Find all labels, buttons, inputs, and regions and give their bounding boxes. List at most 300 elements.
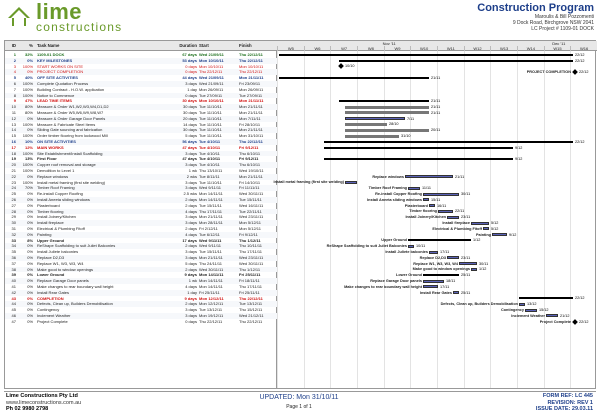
task-table-header (5, 41, 277, 51)
client-name: Maroulis & Bill Pozzomenti (534, 14, 594, 20)
table-row[interactable] (5, 319, 277, 325)
task-bar[interactable] (408, 187, 420, 190)
row-finish: Tue 22/11/11 (239, 208, 262, 214)
bar-finish-label: 9/12 (509, 232, 517, 237)
bar-task-label: Replace windows (372, 174, 404, 179)
row-duration: 53 days (182, 57, 197, 63)
row-id: 7 (13, 86, 16, 92)
row-start: Wed 30/11/11 (199, 266, 224, 272)
row-start: Mon 21/11/11 (199, 255, 223, 260)
bar-finish-label: 30/11 (479, 261, 489, 266)
row-finish: Thu 6/10/11 (239, 150, 261, 156)
bar-finish-label: 20/11 (431, 128, 441, 133)
task-bar[interactable] (429, 251, 438, 254)
row-finish: Thu 22/12/11 (239, 295, 263, 301)
task-bar[interactable] (345, 117, 405, 120)
row-percent: 100% (22, 81, 33, 86)
row-id: 13 (11, 121, 16, 127)
row-task-name: Lower Ground (37, 272, 65, 278)
row-id: 31 (11, 226, 16, 231)
col-header-start[interactable]: Start (199, 43, 209, 48)
row-finish: Fri 25/11/11 (239, 289, 260, 295)
row-finish: Thu 1/12/11 (239, 237, 261, 243)
row-id: 6 (13, 81, 16, 86)
bar-finish-label: 23/11 (461, 215, 471, 220)
col-header-id[interactable]: ID (11, 43, 16, 48)
bar-finish-label: 23/11 (461, 255, 471, 260)
task-bar[interactable] (345, 129, 429, 132)
row-id: 44 (11, 301, 16, 307)
row-duration: 17 days (182, 237, 197, 243)
row-percent: 0% (27, 191, 33, 197)
company-phone: Ph 02 9980 2798 (6, 406, 49, 412)
bar-finish-label: 22/12 (575, 52, 585, 57)
bar-finish-label: 5/12 (491, 226, 499, 231)
row-task-name: Project Complete (37, 318, 68, 324)
row-finish: Mon 21/11/11 (239, 173, 263, 179)
bar-finish-label: 22/11 (455, 209, 465, 214)
row-start: Tue 4/10/11 (199, 162, 220, 168)
col-header-duration[interactable]: Duration (179, 43, 197, 48)
row-task-name: Timber flooring (37, 208, 64, 214)
row-percent: 0% (27, 226, 33, 231)
bar-finish-label: 15/12 (539, 308, 549, 312)
bar-finish-label: 17/11 (440, 250, 450, 254)
row-start: Fri 2/12/11 (199, 226, 218, 231)
row-finish: Mon 26/09/11 (239, 86, 264, 92)
row-task-name: ON SITE ACTIVITIES (37, 139, 76, 144)
task-bar[interactable] (345, 135, 399, 138)
row-task-name: Make good to window openings (37, 266, 94, 272)
row-start: Tue 11/10/11 (199, 179, 222, 185)
row-percent: 0% (27, 284, 33, 289)
milestone-diamond[interactable] (338, 64, 344, 70)
task-bar[interactable] (345, 106, 429, 109)
row-finish: Tue 13/12/11 (239, 301, 263, 307)
week-gridline (544, 51, 545, 388)
row-duration: 3 days (185, 81, 197, 86)
month-label: Nov '11 (382, 41, 396, 46)
row-percent: 70% (24, 185, 33, 191)
row-duration: 0 days (185, 63, 197, 69)
task-bar[interactable] (459, 262, 477, 265)
bar-task-label: Install Juliete balconies (385, 250, 428, 254)
page-header (0, 0, 600, 38)
row-start: Mon 14/11/11 (199, 272, 224, 278)
row-percent: 0% (27, 231, 33, 237)
row-id: 35 (11, 249, 16, 255)
row-task-name: Plasterboard (37, 202, 60, 208)
row-finish: Thu 22/12/11 (239, 57, 263, 63)
row-id: 14 (11, 127, 16, 133)
bar-task-label: Make changes to rear boundary wall height (344, 284, 422, 289)
col-header-percent[interactable]: % (29, 43, 33, 48)
row-start: Wed 9/11/11 (199, 243, 222, 249)
row-duration: 3 days (185, 255, 197, 260)
row-start: Tue 13/12/11 (199, 307, 223, 313)
row-percent: 0% (27, 301, 33, 307)
milestone-diamond[interactable] (572, 319, 578, 325)
row-percent: 80% (24, 110, 33, 115)
row-id: 2 (13, 57, 16, 63)
row-start: Tue 27/09/11 (199, 92, 223, 98)
form-info (536, 393, 593, 413)
row-percent: 0% (27, 115, 33, 121)
row-percent: 100% (22, 121, 33, 127)
row-duration: 56 days (182, 139, 197, 144)
page-number: Page 1 of 1 (286, 404, 312, 410)
row-task-name: Building Contract - H.O.W. application (37, 86, 105, 92)
bar-task-label: Install Aneeta sliding windows (367, 197, 422, 202)
row-start: Mon 14/11/11 (199, 191, 223, 197)
row-percent: 0% (27, 266, 33, 272)
task-bar[interactable] (405, 175, 453, 178)
week-label: W16 (570, 46, 597, 51)
bar-finish-label: 16/11 (437, 203, 447, 208)
row-percent: 100% (22, 63, 33, 69)
col-header-task-name[interactable]: Task Name (37, 43, 60, 48)
row-duration: 1 day (187, 86, 197, 92)
company-info (6, 393, 81, 413)
row-percent: 0% (27, 220, 33, 226)
row-finish: Mon 21/11/11 (239, 104, 263, 110)
task-bar[interactable] (519, 303, 525, 306)
row-id: 27 (11, 202, 16, 208)
row-id: 16 (11, 139, 16, 144)
bar-finish-label: 11/11 (422, 186, 431, 191)
task-table (5, 41, 277, 388)
row-task-name: Measure & Order W5,W6,W9,W8,W7 (37, 110, 104, 115)
milestone-date-label: 22/12 (579, 319, 589, 324)
row-finish: Mon 10/10/11 (239, 63, 264, 69)
row-task-name: Complete Quotation Process (37, 81, 89, 86)
row-percent: 10% (24, 139, 33, 144)
row-start: Fri 25/11/11 (199, 289, 220, 295)
house-logo-icon (6, 4, 32, 28)
row-start: Mon 14/11/11 (199, 197, 223, 202)
summary-bar[interactable] (423, 274, 459, 276)
row-start: Tue 11/10/11 (199, 133, 222, 139)
row-id: 24 (11, 185, 16, 191)
row-duration: 44 days (182, 75, 197, 81)
bar-finish-label: 9/12 (515, 157, 523, 162)
row-id: 4 (13, 69, 16, 75)
site-address: 9 Dock Road, Birchgrove NSW 2041 (512, 20, 594, 26)
issue-date-value: 29.03.11 (571, 406, 593, 412)
bar-task-label: Install Rear Gates (419, 290, 452, 295)
row-percent: 0% (27, 214, 33, 220)
row-finish: Mon 21/11/11 (239, 98, 264, 104)
week-label: W15 (544, 46, 571, 51)
row-start: Tue 4/10/11 (199, 150, 220, 156)
row-start: Tue 15/11/11 (199, 202, 222, 208)
row-duration: 3 days (185, 313, 197, 318)
row-id: 1 (13, 52, 16, 57)
row-id: 3 (13, 63, 16, 69)
week-gridline (517, 51, 518, 388)
row-percent: 100% (22, 162, 33, 168)
row-duration: 14 days (182, 121, 197, 127)
page-footer (4, 391, 596, 414)
bar-finish-label: 9/12 (515, 145, 523, 150)
summary-bar[interactable] (324, 147, 513, 149)
timeline-chart (273, 41, 597, 388)
row-start: Wed 9/11/11 (199, 237, 222, 243)
row-start: Mon 10/10/11 (199, 57, 224, 63)
row-start: Mon 14/11/11 (199, 278, 223, 284)
row-id: 18 (11, 150, 16, 156)
row-finish: Fri 25/11/11 (239, 272, 261, 278)
row-id: 36 (11, 255, 16, 260)
company-website[interactable]: www.limeconstructions.com.au (6, 399, 82, 406)
row-id: 8 (13, 92, 16, 98)
row-finish: Tue 15/11/11 (239, 197, 262, 202)
row-duration: 5 days (185, 260, 197, 266)
task-bar[interactable] (447, 256, 459, 259)
week-gridline (464, 51, 465, 388)
bar-task-label: Replace Garage Door panels (370, 279, 422, 283)
task-bar[interactable] (345, 123, 387, 126)
form-ref-label: FORM REF: (542, 393, 574, 399)
week-gridline (277, 51, 278, 388)
document-title: Construction Program (477, 2, 594, 14)
row-id: 21 (11, 168, 16, 173)
month-label: Dec '11 (552, 41, 566, 46)
row-id: 12 (11, 115, 16, 121)
row-finish: Wed 30/11/11 (239, 191, 264, 197)
revision-value: REV 1 (577, 399, 593, 406)
row-task-name: Install metal framing (first site welding) (37, 179, 106, 185)
row-start: Wed 21/09/11 (199, 75, 224, 81)
row-percent: 0% (27, 313, 33, 318)
row-task-name: Order timber flooring from lockwood Mill (37, 133, 108, 139)
row-start: Tue 15/11/11 (199, 249, 222, 255)
row-percent: 8% (27, 237, 33, 243)
row-task-name: Install Aneeta sliding windows (37, 197, 90, 202)
row-finish: Mon 5/12/11 (239, 220, 261, 226)
row-percent: 0% (27, 307, 33, 313)
task-bar[interactable] (423, 285, 438, 288)
row-finish: Wed 16/11/11 (239, 202, 264, 208)
bar-finish-label: 22/12 (575, 58, 585, 63)
col-header-finish[interactable]: Finish (239, 43, 252, 48)
task-bar[interactable] (492, 233, 507, 236)
row-id: 37 (11, 260, 16, 266)
task-bar[interactable] (453, 291, 459, 294)
row-id: 43 (11, 295, 16, 301)
bar-finish-label: 17/11 (440, 284, 450, 289)
summary-bar[interactable] (279, 54, 573, 56)
row-duration: 3 days (185, 150, 197, 156)
task-bar[interactable] (546, 314, 558, 317)
bar-task-label: Timber Roof Framing (368, 186, 407, 191)
row-id: 10 (11, 104, 16, 110)
row-start: Tue 11/10/11 (199, 110, 222, 115)
row-id: 33 (11, 237, 16, 243)
row-start: Wed 21/09/11 (199, 81, 224, 86)
row-task-name: 1109-01 DOCK (37, 52, 65, 57)
task-bar[interactable] (423, 280, 444, 283)
row-task-name: Timber Roof Framing (37, 185, 75, 191)
summary-bar[interactable] (519, 297, 573, 299)
issue-date-label: ISSUE DATE: (535, 406, 571, 412)
task-bar[interactable] (447, 216, 459, 219)
row-start: Tue 11/10/11 (199, 104, 222, 110)
bar-finish-label: 10/11 (416, 244, 426, 249)
row-finish: Thu 22/12/11 (239, 69, 263, 75)
task-bar[interactable] (471, 268, 477, 271)
row-task-name: Site Establishment/Install Scaffolding (37, 150, 103, 156)
week-gridline (304, 51, 305, 388)
task-bar[interactable] (345, 181, 357, 184)
row-duration: 47 days (182, 144, 197, 150)
row-finish: Fri 23/09/11 (239, 81, 261, 86)
bar-task-label: Replace D2,D3 (419, 255, 446, 260)
row-duration: 1 wk (188, 168, 197, 173)
bar-finish-label: 21/11 (431, 110, 441, 115)
row-percent: 0% (27, 173, 33, 179)
bar-finish-label: 18/11 (446, 279, 456, 283)
row-id: 15 (11, 133, 16, 139)
row-duration: 3 days (185, 307, 197, 313)
row-duration: 1 day (187, 289, 197, 295)
row-start: Mon 10/10/11 (199, 98, 224, 104)
row-id: 25 (11, 191, 16, 197)
row-start: Thu 24/11/11 (199, 260, 222, 266)
document-title-block (477, 2, 594, 32)
timeline-header (277, 41, 597, 51)
logo-text-lime: lime (36, 0, 83, 24)
summary-bar[interactable] (324, 158, 513, 160)
row-id: 34 (11, 243, 16, 249)
task-bar[interactable] (483, 227, 489, 230)
week-gridline (490, 51, 491, 388)
row-duration: 3 days (185, 162, 197, 168)
summary-bar[interactable] (408, 239, 471, 241)
row-percent: 0% (27, 197, 33, 202)
summary-bar[interactable] (324, 141, 573, 143)
row-finish: Wed 19/10/11 (239, 168, 264, 173)
row-task-name: Replace Garage Door panels (37, 278, 89, 284)
task-bar[interactable] (423, 198, 429, 201)
row-duration: 4 days (185, 284, 197, 289)
gantt-chart (4, 40, 596, 389)
bar-finish-label: 31/10 (401, 134, 411, 138)
row-percent: 100% (22, 92, 33, 98)
row-id: 32 (11, 231, 16, 237)
row-task-name: Upper Ground (37, 237, 65, 243)
row-finish: Fri 9/12/11 (239, 144, 259, 150)
summary-bar[interactable] (339, 60, 573, 62)
logo-text-constructions: constructions (36, 20, 123, 34)
row-finish: Fri 11/11/11 (239, 185, 260, 191)
task-bar[interactable] (429, 204, 435, 207)
row-duration: 2 days (185, 243, 197, 249)
row-id: 29 (11, 214, 16, 220)
bar-finish-label: 21/12 (560, 313, 570, 318)
bar-finish-label: 21/11 (431, 99, 441, 104)
row-finish: Wed 23/11/11 (239, 214, 264, 220)
milestone-date-label: 10/10 (345, 64, 355, 69)
row-duration: 0 days (185, 92, 197, 98)
task-bar[interactable] (423, 193, 459, 196)
row-finish: Thu 10/11/11 (239, 243, 262, 249)
task-bar[interactable] (438, 210, 453, 213)
row-task-name: Replace D2,D3 (37, 255, 65, 260)
bar-finish-label: 15/11 (431, 197, 441, 202)
row-start: Wed 9/11/11 (199, 185, 222, 191)
bar-task-label: Upper Ground (381, 238, 407, 243)
row-start: Tue 8/11/11 (199, 173, 220, 179)
bar-finish-label: 1/12 (479, 267, 487, 272)
bar-finish-label: 13/12 (527, 302, 537, 307)
row-finish: Mon 21/11/11 (239, 75, 264, 81)
row-task-name: Inclement Weather (37, 313, 71, 318)
row-task-name: First Floor (37, 156, 57, 162)
summary-bar[interactable] (279, 77, 429, 79)
row-percent: 0% (27, 255, 33, 260)
task-bar[interactable] (525, 309, 537, 312)
row-duration: 2 days (185, 226, 197, 231)
row-duration: 2 days (185, 266, 197, 272)
row-task-name: Notice to Commence (37, 92, 75, 98)
bar-finish-label: 21/11 (431, 76, 441, 80)
row-duration: 30 days (182, 110, 197, 115)
row-id: 30 (11, 220, 16, 226)
row-id: 46 (11, 313, 16, 318)
row-duration: 3 days (185, 179, 197, 185)
row-finish: Wed 23/11/11 (239, 255, 264, 260)
task-bar[interactable] (471, 222, 489, 225)
week-label: W11 (437, 46, 464, 51)
row-percent: 13% (24, 156, 33, 162)
task-bar[interactable] (408, 245, 414, 248)
row-start: Mon 26/09/11 (199, 86, 224, 92)
project-number: LC Project # 1109-01 DOCK (531, 26, 594, 32)
row-duration: 3 days (185, 220, 197, 226)
row-duration: 2.5 wks (183, 191, 197, 197)
row-duration: 2 days (185, 301, 197, 307)
bar-task-label: Replace W1, W3, W3, W4 (413, 261, 458, 266)
week-gridline (570, 51, 571, 388)
bar-finish-label: 25/11 (461, 290, 471, 295)
row-duration: 0 days (185, 69, 197, 75)
row-duration: 2 days (185, 197, 197, 202)
row-task-name: Re-install Copper Roofing (37, 191, 83, 197)
row-percent: 0% (27, 127, 33, 133)
milestone-diamond[interactable] (572, 69, 578, 75)
row-start: Tue 4/10/11 (199, 144, 221, 150)
task-bar[interactable] (345, 111, 429, 114)
row-finish: Fri 9/12/11 (239, 156, 259, 162)
row-task-name: Electrical & Plumbing Fitoff (37, 226, 85, 231)
milestone-date-label: 22/12 (579, 70, 589, 75)
company-name: Lime Constructions Pty Ltd (6, 393, 78, 399)
row-duration: 0 days (185, 318, 197, 324)
row-start: Mon 28/11/11 (199, 220, 223, 226)
row-percent: 0% (27, 249, 33, 255)
row-start: Mon 12/12/11 (199, 295, 224, 301)
bar-task-label: Install fireplace (442, 221, 470, 225)
week-label: W8 (357, 46, 384, 51)
row-task-name: Make changes to rear boundary wall height (37, 284, 114, 289)
summary-bar[interactable] (339, 100, 429, 102)
milestone-name-label: Project Complete (539, 319, 571, 324)
row-start: Tue 4/10/11 (199, 139, 221, 144)
row-percent: 40% (24, 75, 33, 81)
row-percent: 12% (24, 144, 33, 150)
row-finish: Thu 1/12/11 (239, 266, 261, 272)
